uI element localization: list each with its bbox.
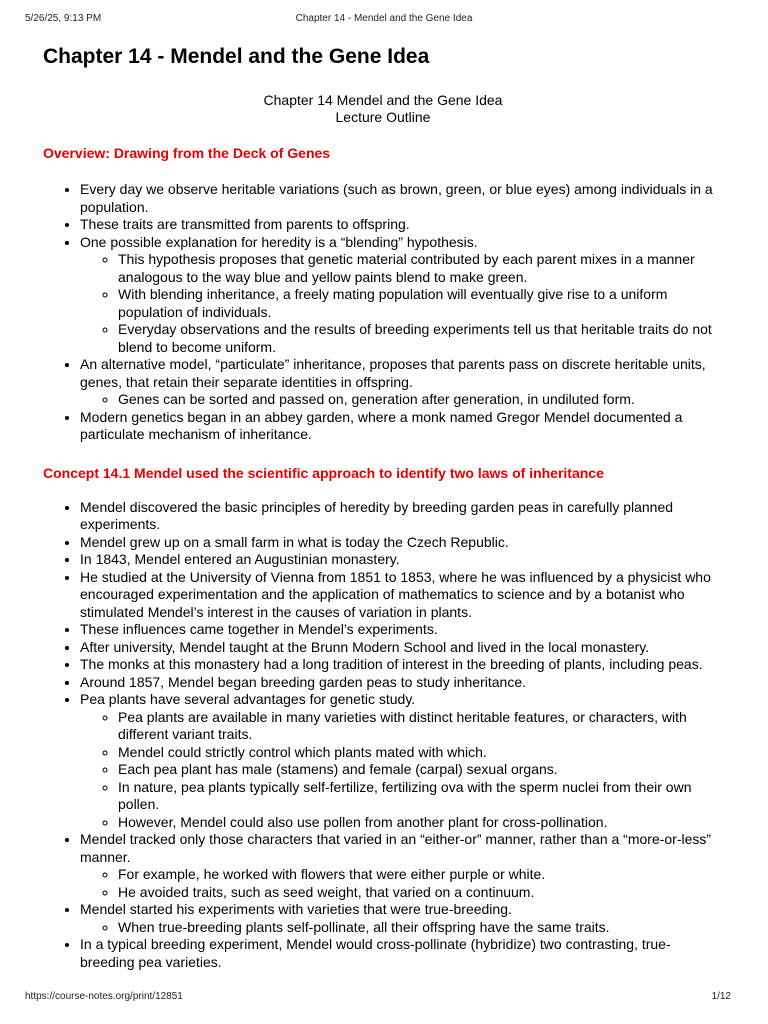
sub-list (80, 919, 723, 937)
bullet-list-concept-14-1 (43, 499, 723, 972)
sub-list (80, 866, 723, 901)
print-footer (25, 991, 743, 1005)
sub-list-item: ◦ For example, he worked with flowers that were either purple or white. (118, 866, 723, 884)
sub-list (80, 391, 723, 409)
section-heading-concept-14-1: Concept 14.1 Mendel used the scientific approach to identify two laws of inheritance (43, 464, 604, 481)
list-item: • Mendel grew up on a small farm in what is today the Czech Republic. (80, 534, 723, 552)
subtitle-line: Lecture Outline (335, 109, 431, 125)
print-header (25, 13, 743, 27)
sub-list (80, 709, 723, 832)
sub-list-item: ◦ Genes can be sorted and passed on, generation after generation, in undiluted form. (118, 391, 723, 409)
list-item: • The monks at this monastery had a long tradition of interest in the breeding of plants, including peas. (80, 656, 723, 674)
list-item: • Mendel tracked only those characters that varied in an “either-or” manner, rather than a “more-or-less” manner. ◦ For example, he worked with flowers that were either purple or white. ◦ He avoided traits, such as seed weight, that varied on a continuum. (80, 831, 723, 901)
sub-list-item: ◦ In nature, pea plants typically self-fertilize, fertilizing ova with the sperm nuclei from their own pollen. (118, 779, 723, 814)
list-item: • These influences came together in Mendel’s experiments. (80, 621, 723, 639)
list-item: • After university, Mendel taught at the Brunn Modern School and lived in the local monastery. (80, 639, 723, 657)
sub-list-item: ◦ Everyday observations and the results of breeding experiments tell us that heritable traits do not blend to become uniform. (118, 321, 723, 356)
list-item: • Around 1857, Mendel began breeding garden peas to study inheritance. (80, 674, 723, 692)
subtitle-line: Chapter 14 Mendel and the Gene Idea (263, 92, 503, 108)
sub-list-item: ◦ When true-breeding plants self-pollinate, all their offspring have the same traits. (118, 919, 723, 937)
list-item: • Pea plants have several advantages for genetic study. ◦ Pea plants are available in many varieties with distinct heritable features, or characters, with different variant traits. ◦ Mendel could strictly control which plants mated with which. ◦ Each pea plant has male (stamens) and female (carpal) sexual organs. ◦ In nature, pea plants typically self-fertilize, fertilizing ova with the sperm nuclei from their own pollen. ◦ However, Mendel could also use pollen from another plant for cross-pollination. (80, 691, 723, 831)
bullet-list-overview (43, 181, 723, 444)
print-page-title: Chapter 14 - Mendel and the Gene Idea (295, 13, 473, 24)
sub-list-item: ◦ With blending inheritance, a freely mating population will eventually give rise to a uniform population of individuals. (118, 286, 723, 321)
list-item: • In a typical breeding experiment, Mendel would cross-pollinate (hybridize) two contrasting, true-breeding pea varieties. (80, 936, 723, 971)
list-item: • Mendel discovered the basic principles of heredity by breeding garden peas in carefully planned experiments. (80, 499, 723, 534)
list-item: • An alternative model, “particulate” inheritance, proposes that parents pass on discrete heritable units, genes, that retain their separate identities in offspring. ◦ Genes can be sorted and passed on, generation after generation, in undiluted form. (80, 356, 723, 409)
page-url: https://course-notes.org/print/12851 (25, 991, 183, 1002)
sub-list-item: ◦ Each pea plant has male (stamens) and female (carpal) sexual organs. (118, 761, 723, 779)
list-item: • He studied at the University of Vienna from 1851 to 1853, where he was influenced by a physicist who encouraged experimentation and the application of mathematics to science and by a botanist who stimulated Mendel’s interest in the causes of variation in plants. (80, 569, 723, 622)
sub-list-item: ◦ This hypothesis proposes that genetic material contributed by each parent mixes in a manner analogous to the way blue and yellow paints blend to make green. (118, 251, 723, 286)
list-item: • One possible explanation for heredity is a “blending” hypothesis. ◦ This hypothesis proposes that genetic material contributed by each parent mixes in a manner analogous to the way blue and yellow paints blend to make green. ◦ With blending inheritance, a freely mating population will eventually give rise to a uniform population of individuals. ◦ Everyday observations and the results of breeding experiments tell us that heritable traits do not blend to become uniform. (80, 234, 723, 357)
sub-list (80, 251, 723, 356)
list-item: • Every day we observe heritable variations (such as brown, green, or blue eyes) among individuals in a population. (80, 181, 723, 216)
list-item: • These traits are transmitted from parents to offspring. (80, 216, 723, 234)
sub-list-item: ◦ Pea plants are available in many varieties with distinct heritable features, or characters, with different variant traits. (118, 709, 723, 744)
section-heading-overview: Overview: Drawing from the Deck of Genes (43, 145, 331, 161)
list-item: • Mendel started his experiments with varieties that were true-breeding. ◦ When true-breeding plants self-pollinate, all their offspring have the same traits. (80, 901, 723, 936)
page-number: 1/12 (711, 991, 731, 1002)
lecture-subtitle (43, 92, 723, 126)
sub-list-item: ◦ Mendel could strictly control which plants mated with which. (118, 744, 723, 762)
list-item: • Modern genetics began in an abbey garden, where a monk named Gregor Mendel documented a particulate mechanism of inheritance. (80, 409, 723, 444)
list-item: • In 1843, Mendel entered an Augustinian monastery. (80, 551, 723, 569)
sub-list-item: ◦ However, Mendel could also use pollen from another plant for cross-pollination. (118, 814, 723, 832)
sub-list-item: ◦ He avoided traits, such as seed weight, that varied on a continuum. (118, 884, 723, 902)
page-title: Chapter 14 - Mendel and the Gene Idea (43, 45, 430, 68)
document-content (43, 40, 723, 971)
print-datetime: 5/26/25, 9:13 PM (25, 13, 102, 24)
